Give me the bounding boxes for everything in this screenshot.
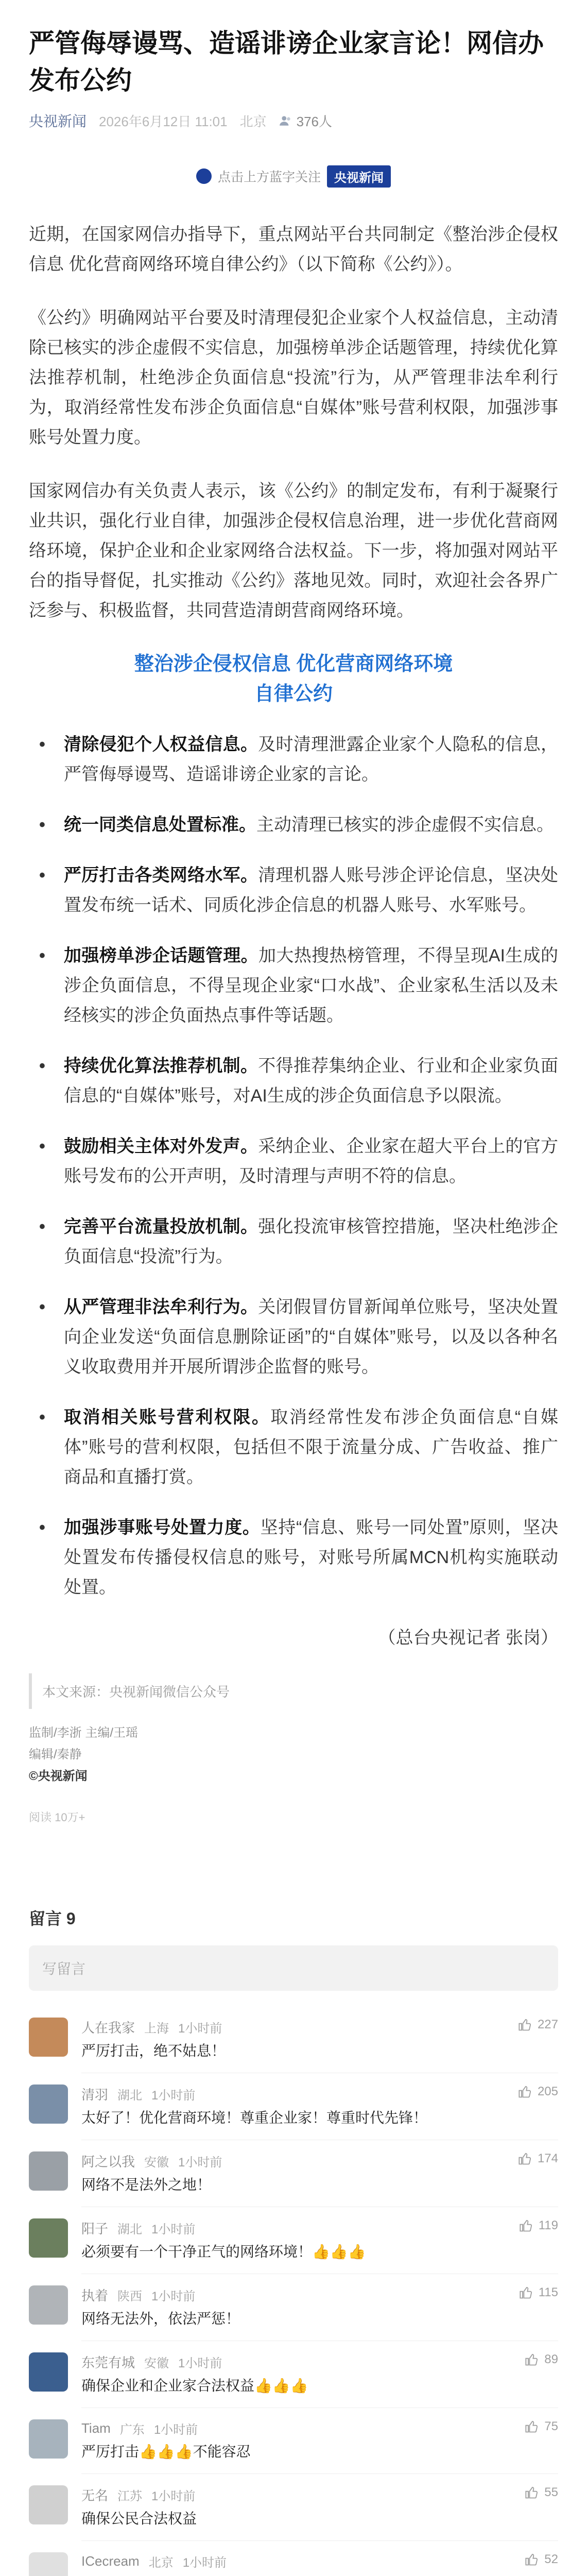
comment-text: 确保公民合法权益 — [81, 2511, 197, 2527]
rule-body: 及时清理泄露企业家个人隐私的信息，严管侮辱谩骂、造谣诽谤企业家的言论。 — [64, 735, 559, 784]
comment-time: 1小时前 — [178, 2022, 222, 2036]
comment-meta — [81, 2485, 525, 2504]
bullet-icon: • — [39, 1217, 45, 1236]
comment-location: 江苏 — [117, 2489, 143, 2503]
comment-body — [81, 2218, 519, 2262]
comment-author[interactable]: 阳子 — [81, 2221, 109, 2236]
section-title-line: 自律公约 — [254, 683, 333, 705]
avatar[interactable] — [29, 2285, 68, 2325]
comment-location: 湖北 — [117, 2223, 143, 2236]
comment-meta — [81, 2285, 519, 2304]
rule-text — [64, 810, 558, 840]
comment-time: 1小时前 — [153, 2423, 198, 2437]
article-paragraph: 国家网信办有关负责人表示，该《公约》的制定发布，有利于凝聚行业共识，强化行业自律，加强涉企侵权信息治理，进一步优化营商网络环境，保护企业和企业家网络合法权益。下一步，将加强对网站平台的指导督促，扎实推动《公约》落地见效。同时，欢迎社会各界广泛参与、积极监督，共同营造清朗营商网络环境。 — [29, 481, 558, 620]
comment-author[interactable]: 人在我家 — [81, 2020, 135, 2036]
comment-author[interactable]: 无名 — [81, 2488, 109, 2503]
comment-location: 安徽 — [144, 2357, 169, 2370]
rule-body: 主动清理已核实的涉企虚假不实信息。 — [256, 815, 554, 835]
article-body — [29, 219, 558, 625]
rule-body: 采纳企业、企业家在超大平台上的官方账号发布的公开声明，及时清理与声明不符的信息。 — [64, 1137, 559, 1186]
rule-text — [64, 860, 558, 920]
like-button[interactable] — [518, 2018, 558, 2032]
comment-location: 广东 — [119, 2423, 145, 2437]
comment-item — [0, 2274, 587, 2341]
rule-item — [29, 860, 558, 920]
comment-meta — [81, 2552, 525, 2570]
rules-list — [29, 730, 558, 1602]
bullet-icon: • — [39, 1408, 45, 1427]
thumb-up-icon — [518, 2084, 532, 2099]
avatar[interactable] — [29, 2218, 68, 2258]
brand-logo-text: 央视新闻 — [334, 171, 384, 185]
publish-location: 北京 — [239, 113, 267, 129]
comment-author[interactable]: 阿之以我 — [81, 2154, 135, 2170]
rule-item — [29, 1513, 558, 1602]
comment-item — [0, 2073, 587, 2140]
comment-body — [81, 2352, 525, 2396]
like-button[interactable] — [519, 2285, 558, 2300]
thumb-up-icon — [518, 2151, 532, 2166]
like-button[interactable] — [525, 2485, 558, 2500]
comment-author[interactable]: ICecream — [81, 2553, 140, 2569]
comment-author[interactable]: Tiam — [81, 2420, 111, 2436]
comment-body — [81, 2552, 525, 2576]
source-link[interactable]: 央视新闻 — [29, 113, 87, 129]
rule-body: 坚持“信息、账号一同处置”原则，坚决处置发布传播侵权信息的账号，对账号所属MCN机构实施联动处置。 — [64, 1518, 558, 1597]
bullet-icon: • — [39, 735, 45, 754]
comment-item — [0, 2207, 587, 2274]
avatar[interactable] — [29, 2552, 68, 2576]
thumb-up-icon — [518, 2018, 532, 2032]
avatar[interactable] — [29, 2419, 68, 2459]
rule-item — [29, 1292, 558, 1382]
comment-author[interactable]: 执着 — [81, 2288, 109, 2303]
comment-location: 北京 — [148, 2556, 174, 2570]
credits-editors: 监制/李浙 主编/王瑶 — [29, 1726, 139, 1740]
rule-heading: 从严管理非法牟利行为。 — [64, 1297, 258, 1317]
rule-item — [29, 1212, 558, 1272]
avatar[interactable] — [29, 2352, 68, 2392]
people-icon — [279, 114, 292, 127]
view-count — [279, 111, 332, 130]
credits-editor: 编辑/秦静 — [29, 1748, 82, 1761]
rule-body: 强化投流审核管控措施，坚决杜绝涉企负面信息“投流”行为。 — [64, 1217, 559, 1266]
comment-item — [0, 2541, 587, 2576]
like-count: 115 — [538, 2285, 558, 2299]
bullet-icon: • — [39, 815, 45, 835]
comment-body — [81, 2419, 525, 2462]
comment-time: 1小时前 — [151, 2089, 196, 2103]
view-count-value: 376人 — [296, 113, 332, 129]
comment-meta — [81, 2218, 519, 2238]
like-count: 52 — [544, 2552, 558, 2566]
comment-item — [0, 2341, 587, 2408]
thumb-up-icon — [519, 2218, 533, 2233]
comment-location: 陕西 — [117, 2290, 143, 2303]
rule-text — [64, 730, 558, 789]
thumb-up-icon — [525, 2419, 539, 2434]
comment-text: 网络无法外，依法严惩！ — [81, 2311, 240, 2327]
rule-item — [29, 941, 558, 1030]
section-title — [29, 649, 558, 709]
brand-logo — [327, 165, 391, 188]
rule-text — [64, 1402, 558, 1492]
comment-item — [0, 2408, 587, 2473]
rule-text — [64, 941, 558, 1030]
rule-item — [29, 730, 558, 789]
like-button[interactable] — [518, 2151, 558, 2166]
rule-heading: 鼓励相关主体对外发声。 — [64, 1137, 258, 1156]
comment-body — [81, 2084, 518, 2128]
rule-item — [29, 1131, 558, 1191]
reporter-signature: （总台央视记者 张岗） — [378, 1628, 558, 1648]
comment-body — [81, 2151, 518, 2195]
rule-text — [64, 1212, 558, 1272]
credits-brand: ©央视新闻 — [29, 1769, 88, 1783]
like-count: 75 — [544, 2419, 558, 2433]
like-count: 227 — [537, 2018, 558, 2031]
comment-time: 1小时前 — [178, 2357, 222, 2370]
comments-list — [0, 2006, 587, 2576]
follow-banner[interactable] — [29, 151, 558, 201]
rule-heading: 统一同类信息处置标准。 — [64, 815, 256, 835]
comment-text: 网络不是法外之地！ — [81, 2177, 212, 2193]
rule-heading: 持续优化算法推荐机制。 — [64, 1056, 258, 1076]
section-title-line: 整治涉企侵权信息 优化营商网络环境 — [134, 653, 453, 675]
comment-author[interactable]: 清羽 — [81, 2087, 109, 2103]
like-count: 89 — [544, 2352, 558, 2366]
comment-time: 1小时前 — [178, 2156, 222, 2170]
follow-prefix: 点击上方蓝字关注 — [217, 170, 321, 184]
comment-meta — [81, 2151, 518, 2171]
rule-heading: 加强榜单涉企话题管理。 — [64, 946, 259, 965]
bullet-icon: • — [39, 1137, 45, 1156]
like-count: 205 — [537, 2084, 558, 2098]
rule-heading: 清除侵犯个人权益信息。 — [64, 735, 258, 754]
like-button[interactable] — [519, 2218, 558, 2233]
publish-date: 2026年6月12日 11:01 — [99, 113, 228, 129]
comment-body — [81, 2485, 525, 2529]
rule-text — [64, 1051, 558, 1111]
comment-meta — [81, 2018, 518, 2037]
brand-dot-icon — [196, 168, 212, 184]
thumb-up-icon — [525, 2485, 539, 2500]
rule-item — [29, 810, 558, 840]
comment-item — [0, 2474, 587, 2540]
comment-author[interactable]: 东莞有城 — [81, 2355, 135, 2370]
read-count: 阅读 10万+ — [29, 1811, 85, 1824]
rule-item — [29, 1402, 558, 1492]
article-paragraph: 《公约》明确网站平台要及时清理侵犯企业家个人权益信息，主动清除已核实的涉企虚假不实信息，加强榜单涉企话题管理，持续优化算法推荐机制，杜绝涉企负面信息“投流”行为，从严管理非法牟利行为，取消经常性发布涉企负面信息“自媒体”账号营利权限，加强涉事账号处置力度。 — [29, 308, 558, 447]
like-button[interactable] — [525, 2352, 558, 2367]
rule-heading: 取消相关账号营利权限。 — [64, 1408, 271, 1427]
thumb-up-icon — [519, 2285, 533, 2300]
source-note: 本文来源：央视新闻微信公众号 — [29, 1673, 558, 1709]
comment-item — [0, 2140, 587, 2207]
like-count: 55 — [544, 2485, 558, 2499]
rule-body: 关闭假冒仿冒新闻单位账号，坚决处置向企业发送“负面信息删除证函”的“自媒体”账号，以及以各种名义收取费用并开展所谓涉企监督的账号。 — [64, 1297, 559, 1377]
rule-heading: 严厉打击各类网络水军。 — [64, 866, 258, 885]
like-button[interactable] — [518, 2084, 558, 2099]
spacer — [0, 1825, 587, 1902]
comment-time: 1小时前 — [182, 2556, 227, 2570]
rule-body: 清理机器人账号涉企评论信息，坚决处置发布统一话术、同质化涉企信息的机器人账号、水军账号。 — [64, 866, 559, 915]
rule-body: 不得推荐集纳企业、行业和企业家负面信息的“自媒体”账号，对AI生成的涉企负面信息予以限流。 — [64, 1056, 559, 1106]
comment-meta — [81, 2419, 525, 2437]
rule-body: 加大热搜热榜管理，不得呈现AI生成的涉企负面信息，不得呈现企业家“口水战”、企业家私生活以及未经核实的涉企负面热点事件等话题。 — [64, 946, 559, 1025]
comment-location: 安徽 — [144, 2156, 169, 2170]
comment-meta — [81, 2084, 518, 2104]
comment-text: 太好了！优化营商环境！尊重企业家！尊重时代先锋！ — [81, 2110, 428, 2126]
comment-text: 确保企业和企业家合法权益👍👍👍 — [81, 2378, 308, 2394]
bullet-icon: • — [39, 1297, 45, 1317]
bullet-icon: • — [39, 946, 45, 965]
avatar[interactable] — [29, 2151, 68, 2191]
like-count: 119 — [538, 2218, 558, 2232]
rule-text — [64, 1292, 558, 1382]
comment-item — [0, 2006, 587, 2073]
avatar[interactable] — [29, 2485, 68, 2524]
comment-text: 严厉打击👍👍👍不能容忍 — [81, 2444, 251, 2460]
bullet-icon: • — [39, 1056, 45, 1076]
comment-input[interactable]: 写留言 — [29, 1945, 558, 1991]
comment-meta — [81, 2352, 525, 2371]
credits — [29, 1722, 558, 1787]
rule-heading: 加强涉事账号处置力度。 — [64, 1518, 261, 1537]
avatar[interactable] — [29, 2018, 68, 2057]
like-button[interactable] — [525, 2552, 558, 2567]
article-paragraph: 近期，在国家网信办指导下，重点网站平台共同制定《整治涉企侵权信息 优化营商网络环境自律公约》（以下简称《公约》）。 — [29, 225, 558, 274]
comment-text: 严厉打击，绝不姑息！ — [81, 2043, 226, 2059]
comment-time: 1小时前 — [151, 2290, 196, 2303]
comment-time: 1小时前 — [151, 2223, 196, 2236]
article-title: 严管侮辱谩骂、造谣诽谤企业家言论！网信办发布公约 — [29, 29, 544, 95]
comment-body — [81, 2285, 519, 2329]
comment-body — [81, 2018, 518, 2061]
rule-item — [29, 1051, 558, 1111]
comment-location: 上海 — [144, 2022, 169, 2036]
rule-heading: 完善平台流量投放机制。 — [64, 1217, 258, 1236]
rule-text — [64, 1131, 558, 1191]
like-button[interactable] — [525, 2419, 558, 2434]
comment-time: 1小时前 — [151, 2489, 196, 2503]
comments-title: 留言 9 — [29, 1909, 76, 1928]
comment-text: 必须要有一个干净正气的网络环境！👍👍👍 — [81, 2244, 366, 2260]
bullet-icon: • — [39, 866, 45, 885]
thumb-up-icon — [525, 2352, 539, 2367]
rule-body: 取消经常性发布涉企负面信息“自媒体”账号的营利权限，包括但不限于流量分成、广告收益、推广商品和直播打赏。 — [64, 1408, 559, 1487]
rule-text — [64, 1513, 558, 1602]
bullet-icon: • — [39, 1518, 45, 1537]
avatar[interactable] — [29, 2084, 68, 2124]
thumb-up-icon — [525, 2552, 539, 2567]
article-meta — [29, 110, 558, 131]
comment-location: 湖北 — [117, 2089, 143, 2103]
like-count: 174 — [537, 2151, 558, 2165]
